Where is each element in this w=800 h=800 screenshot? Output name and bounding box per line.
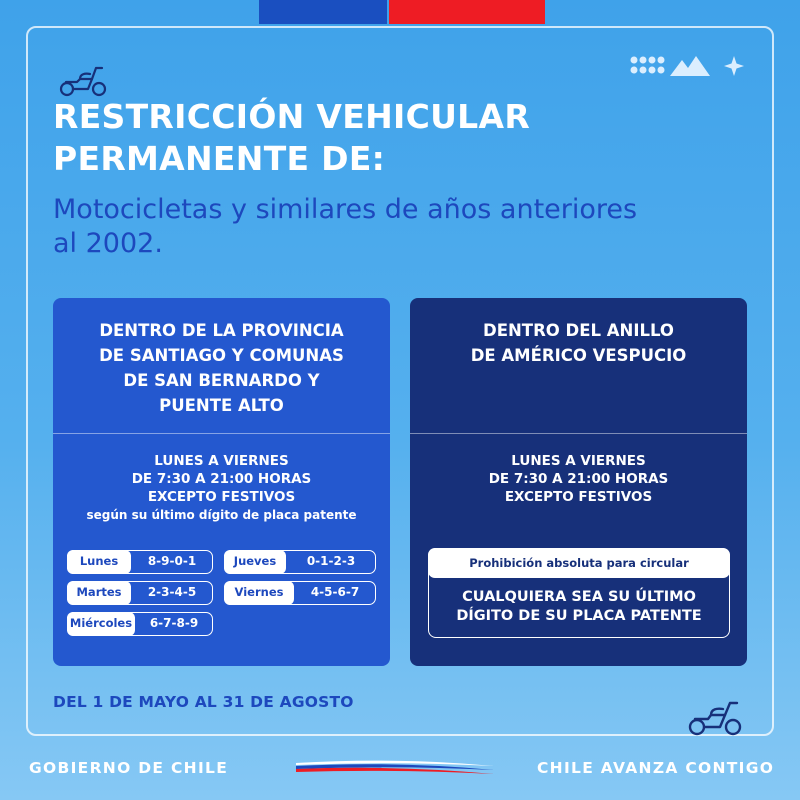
page-subtitle xyxy=(53,193,753,261)
date-range: DEL 1 DE MAYO AL 31 DE AGOSTO xyxy=(53,693,354,711)
title-line: PERMANENTE DE: xyxy=(53,139,386,178)
flag-stripe-red xyxy=(389,0,545,24)
footer-slogan: CHILE AVANZA CONTIGO xyxy=(537,759,775,777)
subtitle-line: Motocicletas y similares de años anteriores xyxy=(53,194,638,225)
plate-row-jueves xyxy=(224,550,376,574)
plate-day-label: Lunes xyxy=(67,550,131,574)
plate-digits: 0-1-2-3 xyxy=(306,554,356,568)
heading-line: DE SANTIAGO Y COMUNAS xyxy=(99,346,344,365)
plate-day-label: Martes xyxy=(67,581,131,605)
card-header xyxy=(53,298,390,434)
title-line: RESTRICCIÓN VEHICULAR xyxy=(53,97,531,136)
schedule-hours: DE 7:30 A 21:00 HORAS xyxy=(488,471,669,487)
prohibition-box xyxy=(428,548,730,638)
schedule-note: según su último dígito de placa patente xyxy=(86,508,357,522)
plate-row-viernes xyxy=(224,581,376,605)
plate-digits: 8-9-0-1 xyxy=(147,554,197,568)
plate-digits: 4-5-6-7 xyxy=(310,585,360,599)
prohibition-line: CUALQUIERA SEA SU ÚLTIMO xyxy=(462,589,696,605)
prohibition-text xyxy=(429,588,729,626)
plate-digits: 2-3-4-5 xyxy=(147,585,197,599)
plate-digits: 6-7-8-9 xyxy=(149,616,199,630)
plate-row-miercoles xyxy=(67,612,213,636)
schedule-days: LUNES A VIERNES xyxy=(511,453,646,469)
card-header xyxy=(410,298,747,434)
plate-row-martes xyxy=(67,581,213,605)
subtitle-line: al 2002. xyxy=(53,228,163,259)
card-heading xyxy=(63,318,380,418)
heading-line: PUENTE ALTO xyxy=(159,396,284,415)
plate-row-lunes xyxy=(67,550,213,574)
heading-line: DENTRO DE LA PROVINCIA xyxy=(99,321,344,340)
schedule xyxy=(410,452,747,506)
scooter-icon xyxy=(58,62,108,98)
schedule-hours: DE 7:30 A 21:00 HORAS xyxy=(131,471,312,487)
prohibition-line: DÍGITO DE SU PLACA PATENTE xyxy=(456,608,702,624)
brand-mountains-icon xyxy=(630,52,748,80)
plate-day-label: Viernes xyxy=(224,581,294,605)
page-title xyxy=(53,96,653,180)
schedule xyxy=(53,452,390,524)
scooter-icon xyxy=(686,697,744,737)
flag-stripe-blue xyxy=(259,0,387,24)
flag-stripes-logo xyxy=(296,756,496,778)
card-americo-vespucio xyxy=(410,298,747,666)
schedule-exception: EXCEPTO FESTIVOS xyxy=(504,489,653,505)
footer-government-label: GOBIERNO DE CHILE xyxy=(29,759,229,777)
plate-day-label: Miércoles xyxy=(67,612,135,636)
heading-line: DE AMÉRICO VESPUCIO xyxy=(470,346,687,365)
heading-line: DE SAN BERNARDO Y xyxy=(123,371,320,390)
heading-line: DENTRO DEL ANILLO xyxy=(483,321,674,340)
prohibition-label: Prohibición absoluta para circular xyxy=(428,548,730,578)
card-heading xyxy=(420,318,737,368)
schedule-days: LUNES A VIERNES xyxy=(154,453,289,469)
card-santiago-province xyxy=(53,298,390,666)
plate-day-label: Jueves xyxy=(224,550,286,574)
schedule-exception: EXCEPTO FESTIVOS xyxy=(147,489,296,505)
